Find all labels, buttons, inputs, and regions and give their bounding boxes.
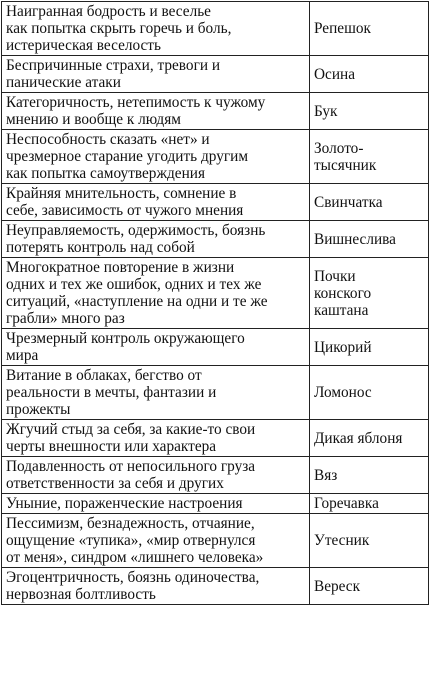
table-row	[2, 184, 429, 221]
emotional-state-cell	[2, 258, 310, 329]
table-row	[2, 221, 429, 258]
table-row	[2, 494, 429, 514]
state-text-line: мира	[6, 347, 39, 364]
emotional-state-cell	[2, 221, 310, 258]
emotional-state-cell	[2, 366, 310, 420]
table-row	[2, 130, 429, 184]
remedy-name-line: конского	[314, 284, 372, 302]
remedy-cell	[310, 514, 429, 568]
remedy-cell	[310, 494, 429, 514]
table-row	[2, 329, 429, 366]
remedy-name-line: Осина	[314, 65, 355, 83]
remedy-cell	[310, 93, 429, 130]
table-row	[2, 258, 429, 329]
table-row	[2, 93, 429, 130]
state-text-line: Пессимизм, безнадежность, отчаяние,	[6, 515, 255, 532]
state-text-line: Уныние, пораженческие настроения	[6, 495, 243, 512]
state-text-line: реальности в мечты, фантазии и	[6, 384, 217, 401]
remedy-cell	[310, 2, 429, 56]
emotional-state-cell	[2, 329, 310, 366]
remedy-name-line: Горечавка	[314, 495, 379, 512]
remedy-name-line: Бук	[314, 102, 338, 120]
table-row	[2, 2, 429, 56]
remedy-cell	[310, 366, 429, 420]
emotional-state-cell	[2, 494, 310, 514]
remedy-cell	[310, 420, 429, 457]
state-text-line: грабли» много раз	[6, 310, 125, 327]
state-text-line: Наигранная бодрость и веселье	[6, 3, 211, 20]
emotional-state-cell	[2, 2, 310, 56]
table-body	[2, 2, 429, 605]
remedy-table	[1, 1, 429, 605]
state-text-line: ситуаций, «наступление на одни и те же	[6, 293, 268, 310]
emotional-state-cell	[2, 457, 310, 494]
state-text-line: Подавленность от непосильного груза	[6, 458, 256, 475]
table-row	[2, 457, 429, 494]
remedy-cell	[310, 329, 429, 366]
remedy-name-line: каштана	[314, 301, 369, 319]
remedy-name-line: Почки	[314, 267, 356, 285]
remedy-cell	[310, 56, 429, 93]
state-text-line: панические атаки	[6, 74, 121, 91]
remedy-name-line: Вяз	[314, 466, 338, 484]
state-text-line: от меня», синдром «лишнего человека»	[6, 549, 264, 566]
emotional-state-cell	[2, 56, 310, 93]
remedy-name-line: Утесник	[314, 532, 370, 549]
state-text-line: нервозная болтливость	[6, 586, 156, 603]
remedy-name-line: Вереск	[314, 577, 361, 595]
state-text-line: прожекты	[6, 401, 71, 418]
emotional-state-cell	[2, 184, 310, 221]
remedy-name-line: Дикая яблоня	[314, 429, 403, 447]
state-text-line: Неспособность сказать «нет» и	[6, 131, 210, 148]
remedy-name-line: Золото-	[314, 139, 364, 157]
emotional-state-cell	[2, 130, 310, 184]
state-text-line: Категоричность, нетепимость к чужому	[6, 94, 266, 111]
remedy-name-line: Репешок	[314, 20, 371, 37]
state-text-line: Беспричинные страхи, тревоги и	[6, 57, 221, 74]
state-text-line: потерять контроль над собой	[6, 239, 195, 256]
emotional-state-cell	[2, 514, 310, 568]
state-text-line: себе, зависимость от чужого мнения	[6, 202, 244, 219]
remedy-name-line: Цикорий	[314, 338, 372, 356]
state-text-line: как попытка самоутверждения	[6, 165, 206, 182]
remedy-cell	[310, 258, 429, 329]
remedy-cell	[310, 130, 429, 184]
state-text-line: Чрезмерный контроль окружающего	[6, 330, 245, 347]
table-row	[2, 56, 429, 93]
state-text-line: Многократное повторение в жизни	[6, 259, 235, 276]
remedy-name-line: Свинчатка	[314, 193, 383, 211]
remedy-name-line: тысячник	[314, 156, 377, 174]
emotional-state-cell	[2, 420, 310, 457]
state-text-line: Крайняя мнительность, сомнение в	[6, 185, 237, 202]
state-text-line: мнению и вообще к людям	[6, 111, 181, 128]
state-text-line: ответственности за себя и других	[6, 475, 224, 492]
table-row	[2, 366, 429, 420]
remedy-cell	[310, 184, 429, 221]
state-text-line: черты внешности или характера	[6, 438, 217, 455]
state-text-line: Эгоцентричность, боязнь одиночества,	[6, 569, 260, 586]
state-text-line: Витание в облаках, бегство от	[6, 367, 202, 384]
emotional-state-cell	[2, 568, 310, 605]
state-text-line: одних и тех же ошибок, одних и тех же	[6, 276, 262, 293]
table-row	[2, 420, 429, 457]
table-row	[2, 514, 429, 568]
state-text-line: Жгучий стыд за себя, за какие-то свои	[6, 421, 256, 438]
remedy-name-line: Вишнеслива	[314, 230, 396, 248]
state-text-line: как попытка скрыть горечь и боль,	[6, 20, 232, 37]
remedy-cell	[310, 457, 429, 494]
remedy-name-line: Ломонос	[314, 384, 372, 401]
state-text-line: истерическая веселость	[6, 37, 161, 54]
remedy-cell	[310, 221, 429, 258]
emotional-state-cell	[2, 93, 310, 130]
remedy-cell	[310, 568, 429, 605]
state-text-line: ощущение «тупика», «мир отвернулся	[6, 532, 256, 549]
state-text-line: чрезмерное старание угодить другим	[6, 148, 248, 165]
state-text-line: Неуправляемость, одержимость, боязнь	[6, 222, 266, 239]
table-row	[2, 568, 429, 605]
